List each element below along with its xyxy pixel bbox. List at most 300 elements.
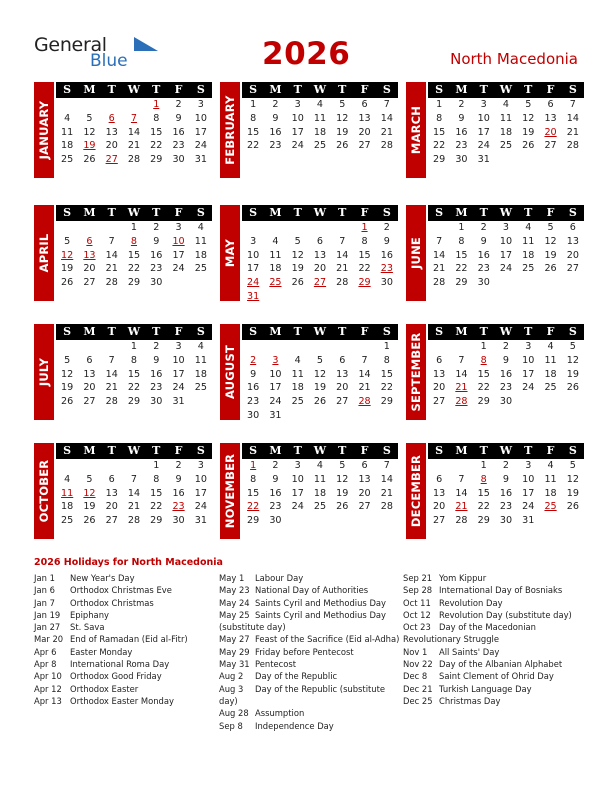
day-cell: 25 <box>313 501 327 513</box>
day-cell: 9 <box>175 473 182 485</box>
week-row <box>56 487 212 501</box>
day-cell: 25 <box>61 515 74 527</box>
day-cell <box>428 459 450 473</box>
week-row <box>242 221 398 235</box>
holiday-day-cell: 27 <box>105 154 118 166</box>
day-cell <box>450 340 472 354</box>
day-cell <box>450 459 472 473</box>
month-grid <box>56 324 212 409</box>
day-cell <box>331 340 353 354</box>
day-cell: 1 <box>153 460 160 471</box>
month-name: NOVEMBER <box>223 453 237 529</box>
day-cell: 27 <box>358 140 371 152</box>
holiday-day-cell: 31 <box>247 290 260 302</box>
day-cell: 4 <box>294 354 301 366</box>
month-name: JUNE <box>409 237 423 269</box>
day-cell: 27 <box>83 277 96 289</box>
month-name: JULY <box>37 357 51 387</box>
weekday-label: F <box>360 325 369 338</box>
week-row <box>242 500 398 514</box>
day-cell: 29 <box>433 154 446 166</box>
holiday-date: Oct 12 <box>403 609 431 620</box>
day-cell: 8 <box>383 354 390 366</box>
day-cell: 22 <box>455 263 468 275</box>
day-cell: 4 <box>64 473 71 485</box>
day-cell: 23 <box>172 140 185 152</box>
day-cell: 24 <box>522 382 535 394</box>
weekday-label: T <box>479 444 488 457</box>
holiday-day-cell: 19 <box>83 140 96 152</box>
day-cell <box>495 276 517 290</box>
holiday-item <box>34 646 188 658</box>
day-cell: 8 <box>250 473 257 485</box>
week-row <box>242 276 398 290</box>
day-cell <box>78 340 100 354</box>
day-cell: 15 <box>455 249 468 261</box>
weekday-label: T <box>524 444 533 457</box>
holiday-day-cell: 1 <box>250 460 257 471</box>
weekday-label: S <box>382 206 391 219</box>
week-row <box>428 514 584 528</box>
day-cell: 13 <box>433 368 446 380</box>
holiday-name: Saints Cyril and Methodius Day <box>255 597 386 608</box>
day-cell: 14 <box>380 112 393 124</box>
day-cell: 9 <box>480 235 487 247</box>
day-cell <box>309 514 331 528</box>
day-cell: 5 <box>525 99 532 110</box>
weekday-label: F <box>546 206 555 219</box>
month-grid <box>56 205 212 290</box>
week-row <box>56 235 212 249</box>
weekday-label: S <box>196 83 205 96</box>
day-cell: 11 <box>544 473 557 485</box>
day-cell <box>539 276 561 290</box>
holiday-day-cell: 12 <box>83 487 96 499</box>
day-cell: 8 <box>130 354 138 366</box>
day-cell: 23 <box>499 501 513 513</box>
day-cell: 7 <box>436 235 443 247</box>
day-cell: 3 <box>294 99 301 110</box>
day-cell: 15 <box>358 249 371 261</box>
day-cell: 28 <box>336 277 349 289</box>
day-cell: 30 <box>247 409 260 421</box>
day-cell <box>78 221 100 235</box>
day-cell: 22 <box>380 382 393 394</box>
logo-text-blue: Blue <box>90 51 128 71</box>
day-cell <box>539 395 561 409</box>
day-cell: 11 <box>313 112 327 124</box>
day-cell <box>101 221 123 235</box>
day-cell: 13 <box>358 112 371 124</box>
day-cell: 7 <box>339 235 346 247</box>
day-cell: 6 <box>361 460 368 471</box>
holiday-day-cell: 2 <box>250 354 257 366</box>
weekday-label: F <box>360 206 369 219</box>
day-cell: 18 <box>61 140 74 152</box>
day-cell: 14 <box>433 249 446 261</box>
day-cell: 30 <box>499 396 513 408</box>
day-cell: 24 <box>291 501 304 513</box>
weekday-label: F <box>174 444 183 457</box>
month-grid <box>428 82 584 167</box>
weekday-label: S <box>568 206 577 219</box>
holiday-name: Day of the Republic (substitute <box>255 683 386 694</box>
weekday-label: M <box>269 83 282 96</box>
day-cell: 21 <box>380 487 393 499</box>
day-cell: 7 <box>108 354 115 366</box>
day-cell <box>264 340 286 354</box>
day-cell: 6 <box>86 354 93 366</box>
day-cell: 26 <box>336 140 349 152</box>
week-row <box>56 473 212 487</box>
day-cell: 20 <box>336 382 349 394</box>
day-cell: 7 <box>458 354 465 366</box>
day-cell <box>517 276 539 290</box>
day-cell: 14 <box>127 487 141 499</box>
day-cell <box>190 276 212 290</box>
day-cell: 5 <box>316 354 324 366</box>
day-cell: 7 <box>383 460 390 471</box>
week-row <box>428 473 584 487</box>
holiday-date: Apr 12 <box>34 683 62 694</box>
day-cell: 14 <box>380 473 393 485</box>
holiday-name: Friday before Pentecost <box>255 646 354 657</box>
day-cell: 26 <box>566 501 579 513</box>
day-cell: 4 <box>525 222 532 233</box>
day-cell: 22 <box>358 263 371 275</box>
day-cell: 18 <box>499 126 513 138</box>
holiday-item <box>219 584 399 596</box>
month-label <box>34 205 54 301</box>
holiday-name-continued: day) <box>219 695 238 706</box>
holiday-date: Jan 7 <box>34 597 55 608</box>
day-cell: 13 <box>433 487 446 499</box>
holiday-day-cell: 24 <box>247 277 260 289</box>
holiday-name: Feast of the Sacrifice (Eid al-Adha) <box>255 634 400 645</box>
day-cell: 18 <box>291 382 304 394</box>
holiday-day-cell: 1 <box>361 222 368 233</box>
week-row <box>428 340 584 354</box>
week-row <box>56 395 212 409</box>
holiday-date: Jan 27 <box>34 622 61 633</box>
holiday-item <box>34 658 188 670</box>
weekday-label: M <box>269 444 282 457</box>
weekday-label: S <box>63 325 72 338</box>
day-cell: 22 <box>477 501 490 513</box>
day-cell: 12 <box>336 473 349 485</box>
weekday-header <box>242 82 398 98</box>
day-cell: 27 <box>433 515 446 527</box>
week-row <box>428 249 584 263</box>
day-cell: 31 <box>477 154 490 166</box>
day-cell: 20 <box>105 140 118 152</box>
day-cell: 3 <box>502 222 510 233</box>
week-row <box>428 112 584 126</box>
holiday-item <box>34 584 188 596</box>
day-cell <box>101 459 123 473</box>
day-cell: 27 <box>336 396 349 408</box>
day-cell <box>562 153 584 167</box>
day-cell: 29 <box>477 515 490 527</box>
weekday-label: W <box>313 83 327 96</box>
day-cell: 29 <box>150 515 163 527</box>
day-cell: 17 <box>172 368 185 380</box>
day-cell: 10 <box>291 473 304 485</box>
week-row <box>428 276 584 290</box>
day-cell: 8 <box>250 112 257 124</box>
weekday-label: T <box>338 206 347 219</box>
weekday-label: W <box>499 83 513 96</box>
holiday-item <box>219 707 399 719</box>
day-cell: 3 <box>294 460 301 471</box>
day-cell: 1 <box>250 99 257 110</box>
day-cell: 24 <box>477 140 490 152</box>
day-cell: 12 <box>336 112 349 124</box>
day-cell <box>428 340 450 354</box>
day-cell: 9 <box>502 354 510 366</box>
day-cell: 23 <box>150 263 163 275</box>
day-cell: 26 <box>291 277 304 289</box>
weekday-label: T <box>293 206 302 219</box>
day-cell: 9 <box>250 368 257 380</box>
day-cell: 2 <box>480 222 487 233</box>
holiday-item <box>219 646 399 658</box>
day-cell: 30 <box>455 154 468 166</box>
day-cell <box>56 340 78 354</box>
week-row <box>56 459 212 473</box>
week-row <box>242 354 398 368</box>
day-cell: 25 <box>522 263 535 275</box>
holiday-day-cell: 25 <box>269 277 282 289</box>
day-cell: 2 <box>383 222 390 233</box>
weekday-label: T <box>338 325 347 338</box>
weekday-label: S <box>196 325 205 338</box>
holiday-date: Dec 21 <box>403 683 433 694</box>
holiday-day-cell: 8 <box>130 235 138 247</box>
day-cell: 17 <box>291 487 304 499</box>
day-cell: 30 <box>380 277 393 289</box>
month-august <box>220 324 398 420</box>
day-cell: 24 <box>172 382 185 394</box>
week-row <box>242 409 398 423</box>
weekday-header <box>428 205 584 221</box>
weekday-label: T <box>479 83 488 96</box>
day-cell: 12 <box>313 368 327 380</box>
calendar-year: 2026 <box>262 36 351 72</box>
day-cell: 22 <box>247 140 260 152</box>
week-row <box>428 354 584 368</box>
day-cell: 21 <box>105 263 118 275</box>
day-cell: 16 <box>269 126 282 138</box>
week-row <box>56 126 212 140</box>
day-cell: 16 <box>269 487 282 499</box>
holiday-date: Oct 23 <box>403 622 431 633</box>
holiday-item <box>403 646 572 658</box>
month-name: MARCH <box>409 105 423 155</box>
holidays-title: 2026 Holidays for North Macedonia <box>34 557 223 568</box>
day-cell: 20 <box>358 487 371 499</box>
day-cell: 20 <box>566 249 579 261</box>
weekday-label: S <box>63 444 72 457</box>
day-cell: 4 <box>547 460 554 471</box>
day-cell: 29 <box>477 396 490 408</box>
week-row <box>428 98 584 112</box>
day-cell: 8 <box>153 473 160 485</box>
holiday-day-cell: 28 <box>455 396 468 408</box>
holiday-day-cell: 22 <box>247 501 260 513</box>
weekday-label: F <box>174 325 183 338</box>
day-cell: 27 <box>566 263 579 275</box>
day-cell: 20 <box>313 263 327 275</box>
weekday-label: S <box>63 83 72 96</box>
day-cell: 18 <box>269 263 282 275</box>
weekday-label: F <box>360 444 369 457</box>
day-cell: 9 <box>502 473 510 485</box>
holiday-item <box>34 670 188 682</box>
day-cell <box>242 221 264 235</box>
weekday-header <box>56 82 212 98</box>
day-cell: 28 <box>455 515 468 527</box>
day-cell: 16 <box>477 249 490 261</box>
day-cell <box>353 514 375 528</box>
day-cell: 22 <box>127 263 141 275</box>
day-cell <box>376 409 398 423</box>
day-cell: 19 <box>61 263 74 275</box>
week-row <box>242 98 398 112</box>
week-row <box>242 381 398 395</box>
day-cell: 3 <box>480 99 487 110</box>
day-cell <box>539 153 561 167</box>
week-row <box>56 221 212 235</box>
weekday-label: T <box>293 444 302 457</box>
week-row <box>242 126 398 140</box>
holiday-name: End of Ramadan (Eid al-Fitr) <box>70 634 188 645</box>
weekday-label: T <box>107 325 116 338</box>
day-cell <box>287 221 309 235</box>
weekday-label: F <box>174 206 183 219</box>
day-cell: 29 <box>455 277 468 289</box>
weekday-label: M <box>269 206 282 219</box>
holiday-item <box>219 597 399 609</box>
weekday-header <box>242 443 398 459</box>
day-cell: 30 <box>150 396 163 408</box>
weekday-label: M <box>83 83 96 96</box>
day-cell <box>123 98 145 112</box>
holiday-name: Orthodox Good Friday <box>70 671 162 682</box>
day-cell: 10 <box>194 112 207 124</box>
month-label <box>220 205 240 301</box>
weekday-label: W <box>127 206 141 219</box>
week-row <box>56 112 212 126</box>
holiday-name: Orthodox Christmas Eve <box>70 585 172 596</box>
day-cell: 11 <box>194 354 207 366</box>
month-grid <box>428 324 584 409</box>
day-cell: 11 <box>61 126 74 138</box>
day-cell: 28 <box>105 277 118 289</box>
day-cell: 18 <box>522 249 535 261</box>
weekday-label: S <box>435 206 444 219</box>
day-cell: 5 <box>294 235 301 247</box>
weekday-label: T <box>338 444 347 457</box>
holiday-item <box>403 658 572 670</box>
day-cell: 28 <box>127 515 141 527</box>
day-cell: 20 <box>433 382 446 394</box>
day-cell: 26 <box>83 515 96 527</box>
day-cell: 22 <box>477 382 490 394</box>
day-cell: 21 <box>380 126 393 138</box>
month-label <box>406 324 426 420</box>
day-cell: 22 <box>127 382 141 394</box>
holiday-name: New Year's Day <box>70 573 135 583</box>
day-cell: 23 <box>247 396 260 408</box>
month-name: SEPTEMBER <box>409 332 423 412</box>
holiday-date: May 25 <box>219 609 250 620</box>
day-cell: 2 <box>502 341 510 352</box>
weekday-label: S <box>249 325 258 338</box>
day-cell: 31 <box>172 396 185 408</box>
day-cell: 29 <box>127 277 141 289</box>
weekday-label: W <box>127 444 141 457</box>
day-cell: 19 <box>83 501 96 513</box>
day-cell: 23 <box>499 382 513 394</box>
day-cell: 10 <box>291 112 304 124</box>
day-cell: 22 <box>150 140 163 152</box>
day-cell: 14 <box>455 368 468 380</box>
month-label <box>220 443 240 539</box>
holiday-name: Saints Cyril and Methodius Day <box>255 609 386 620</box>
holiday-item <box>34 633 188 645</box>
day-cell: 23 <box>477 263 490 275</box>
day-cell: 21 <box>127 501 141 513</box>
week-row <box>56 340 212 354</box>
holiday-name: All Saints' Day <box>439 646 500 657</box>
day-cell: 27 <box>83 396 96 408</box>
day-cell <box>242 340 264 354</box>
day-cell <box>101 340 123 354</box>
week-row <box>242 473 398 487</box>
month-label <box>220 82 240 178</box>
day-cell: 17 <box>194 487 207 499</box>
day-cell: 21 <box>105 382 118 394</box>
day-cell: 16 <box>150 368 163 380</box>
day-cell: 5 <box>64 235 71 247</box>
day-cell: 25 <box>291 396 304 408</box>
week-row <box>428 381 584 395</box>
weekday-label: W <box>499 444 513 457</box>
day-cell: 1 <box>383 341 390 352</box>
week-row <box>56 368 212 382</box>
holiday-date: Apr 8 <box>34 659 57 670</box>
day-cell <box>353 290 375 304</box>
holiday-date: Dec 8 <box>403 671 428 682</box>
day-cell: 5 <box>569 460 576 471</box>
day-cell: 19 <box>566 368 579 380</box>
day-cell: 18 <box>313 126 327 138</box>
holiday-day-cell: 12 <box>61 249 74 261</box>
day-cell: 3 <box>250 235 257 247</box>
holiday-day-cell: 23 <box>380 263 393 275</box>
day-cell: 1 <box>130 341 138 352</box>
day-cell: 4 <box>502 99 510 110</box>
day-cell <box>264 290 286 304</box>
month-february <box>220 82 398 178</box>
day-cell: 25 <box>499 140 513 152</box>
day-cell: 26 <box>61 396 74 408</box>
day-cell: 11 <box>313 473 327 485</box>
holiday-name: International Roma Day <box>70 659 170 670</box>
week-row <box>242 514 398 528</box>
day-cell <box>56 98 78 112</box>
